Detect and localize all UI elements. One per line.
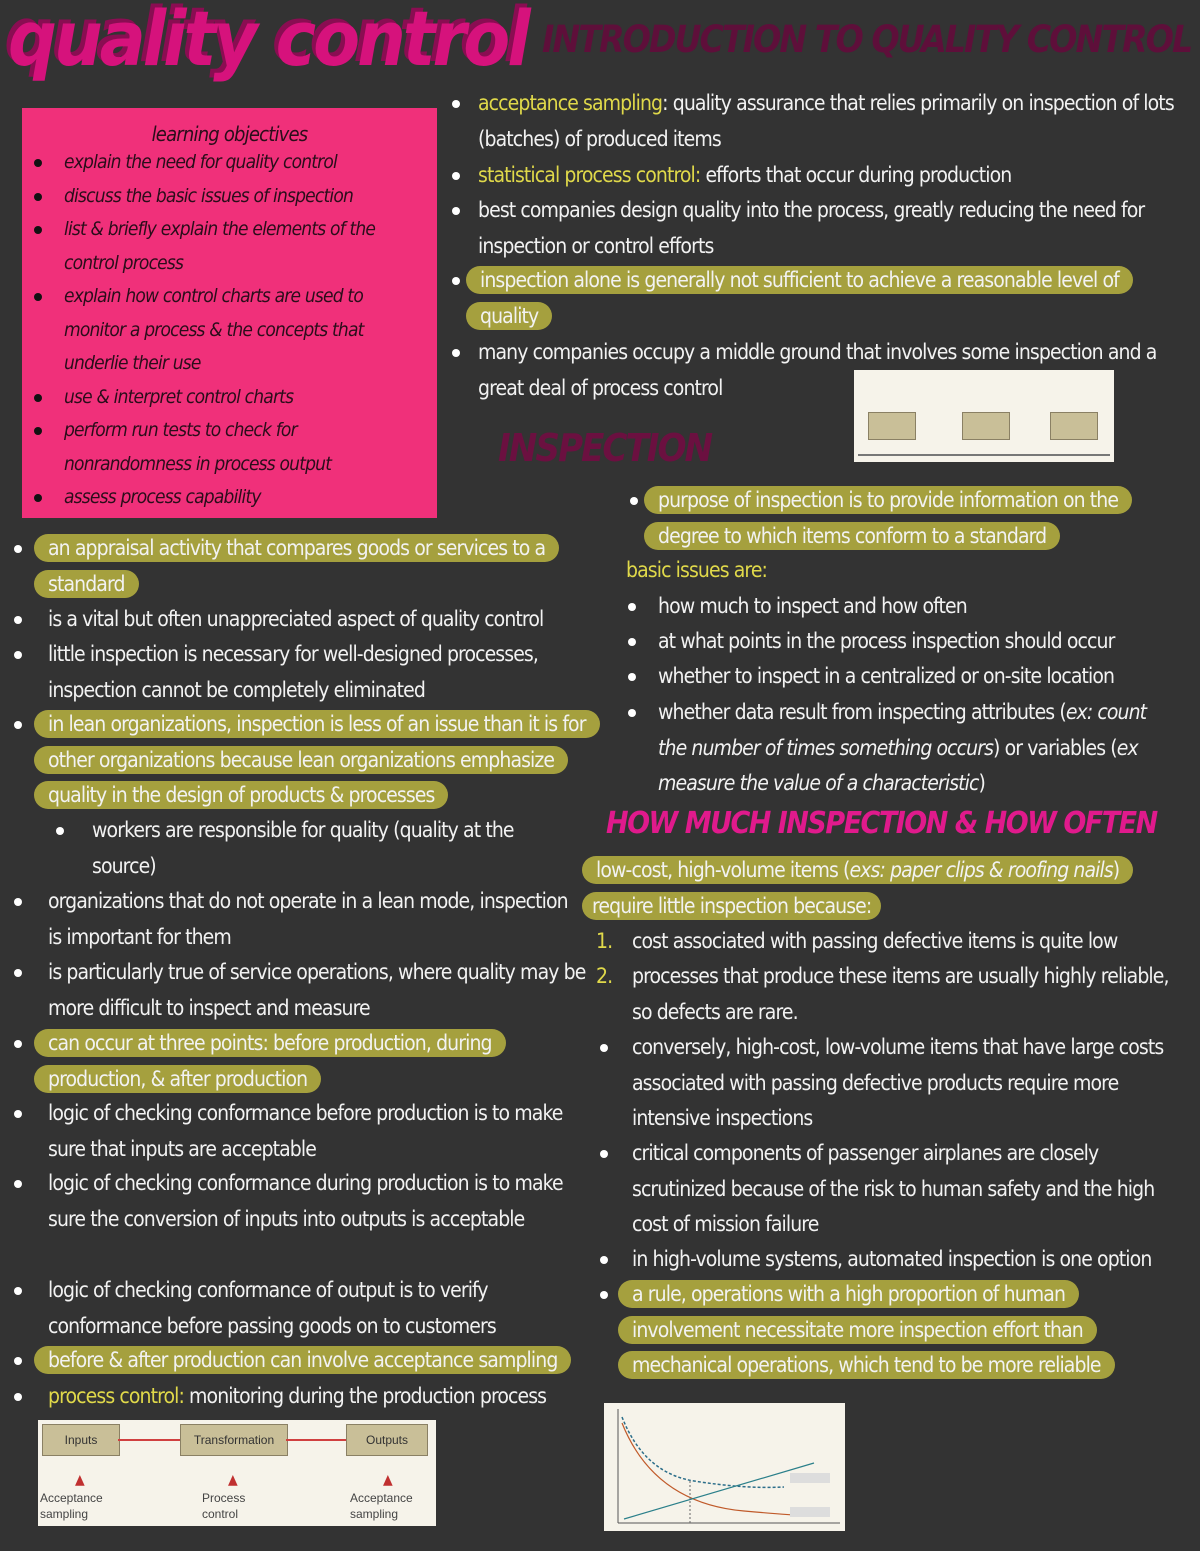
bullet-text: logic of checking conformance during production is to make sure the conversion of inputs into outputs is acceptable [48,1171,563,1231]
bullet-text: is a vital but often unappreciated aspect of quality control [48,607,544,631]
intro-spc [478,158,1178,194]
rule-item [618,1277,1148,1384]
term: process control: [48,1384,184,1408]
automated-item [632,1242,1192,1278]
bullet-text: many companies occupy a middle ground that involves some inspection and a great deal of process control [478,340,1157,400]
bullet-text: in high-volume systems, automated inspection is one option [632,1247,1152,1271]
issue-item [658,659,1178,695]
highlighted-text: a rule, operations with a high proportion of human involvement necessitate more inspection effort than mechanical operations, which tend to be more reliable [618,1280,1115,1379]
basic-issues-label: basic issues are: [626,558,768,582]
highlighted-text: inspection alone is generally not sufficient to achieve a reasonable level of quality [466,266,1133,330]
cost-curve-figure [604,1403,845,1531]
objective-item: assess process capability [22,481,437,515]
example-text: ex: count the number of times something occurs [658,700,1147,760]
how-much-heading: HOW MUCH INSPECTION & HOW OFTEN [606,806,1157,841]
outputs-box: Outputs [346,1424,428,1456]
text-part: ) or variables ( [993,735,1117,760]
left-workers [92,813,552,884]
highlighted-text: can occur at three points: before production, during production, & after production [34,1029,506,1093]
inspection-heading: INSPECTION [498,426,712,470]
text-part: ) [978,771,985,795]
learning-objectives-box [22,108,437,518]
objective-item: use & interpret control charts [22,381,437,415]
issue-item [658,624,1178,660]
bullet-text: logic of checking conformance before production is to make sure that inputs are acceptable [48,1101,563,1161]
critical-item [632,1136,1182,1243]
highlighted-text: before & after production can involve acceptance sampling [34,1346,571,1374]
objective-item: explain the need for quality control [22,146,437,180]
learning-objectives-title: learning objectives [151,122,308,146]
intro-inspection-alone [466,263,1176,334]
left-during [48,1166,568,1237]
transformation-box: Transformation [180,1424,288,1456]
left-service [48,955,593,1026]
text-part: whether data result from inspecting attributes ( [658,700,1066,724]
definition: monitoring during the production process [183,1384,547,1408]
learning-objectives-list [22,146,437,515]
left-process-control [48,1379,608,1415]
intro-acceptance-sampling [478,86,1178,157]
text-part: ) [1112,858,1120,882]
bullet-text: little inspection is necessary for well-designed processes, inspection cannot be completely eliminated [48,642,538,702]
bullet-text: at what points in the process inspection should occur [658,629,1115,653]
left-three-points [34,1026,554,1097]
issue-data-type [658,695,1178,802]
require-little-inspection [582,889,881,925]
left-output [48,1273,568,1344]
bullet-text: conversely, high-cost, low-volume items that have large costs associated with passing defective products require more intensive inspections [632,1035,1164,1130]
bullet-text: best companies design quality into the process, greatly reducing the need for inspection or control efforts [478,198,1145,258]
acceptance-sampling-label: Acceptance sampling [350,1491,413,1521]
term: acceptance sampling [478,91,663,115]
numbered-item [596,959,1177,1030]
left-little-inspection [48,637,588,708]
objective-item: perform run tests to check for nonrandomness in process output [22,414,374,481]
bullet-text: how much to inspect and how often [658,594,967,618]
bullet-text: cost associated with passing defective items is quite low [632,929,1118,953]
process-control-label: Process control [202,1491,246,1521]
objective-item: list & briefly explain the elements of the control process [22,213,394,280]
definition: efforts that occur during production [700,163,1012,187]
left-lean [34,707,609,814]
bullet-text: is particularly true of service operations, where quality may be more difficult to inspect and measure [48,960,586,1020]
item-number: 1. [596,929,613,953]
bullet-text: logic of checking conformance of output is to verify conformance before passing goods on to customers [48,1278,496,1338]
conversely-item [632,1030,1182,1137]
item-number: 2. [596,964,613,988]
issue-item [658,589,1178,625]
inputs-box: Inputs [42,1424,120,1456]
objective-item: discuss the basic issues of inspection [22,180,437,214]
intro-heading: INTRODUCTION TO QUALITY CONTROL [542,18,1192,61]
inspection-purpose [644,483,1174,554]
page-title: quality control [8,0,528,83]
numbered-item [596,924,1177,960]
definition: : quality assurance that relies primarily on inspection of lots (batches) of produced items [478,91,1174,151]
left-vital [48,602,593,638]
highlighted-text: require little inspection because: [582,892,881,920]
objective-item: explain how control charts are used to monitor a process & the concepts that underlie their use [22,280,404,381]
inspection-cost-graph [604,1403,845,1531]
example-text: exs: paper clips & roofing nails [849,858,1113,882]
text-part: low-cost, high-volume items ( [596,858,850,882]
left-appraisal [34,531,594,602]
example-text: ex measure the value of a characteristic [658,735,1138,795]
highlighted-text: an appraisal activity that compares goods or services to a standard [34,534,559,598]
intro-best-companies [478,193,1178,264]
acceptance-sampling-label: Acceptance sampling [40,1491,103,1521]
inspection-spectrum-figure [854,370,1114,462]
bullet-text: workers are responsible for quality (quality at the source) [92,818,514,878]
bullet-text: whether to inspect in a centralized or on-site location [658,664,1115,688]
bullet-text: processes that produce these items are usually highly reliable, so defects are rare. [632,964,1169,1024]
process-control-figure: Inputs Transformation Outputs ▲ ▲ ▲ Acceptance sampling Process control Acceptance sampling [38,1420,436,1526]
highlighted-text: purpose of inspection is to provide information on the degree to which items conform to a standard [644,486,1132,550]
low-cost-items [582,853,1182,889]
left-before-after [34,1343,614,1379]
left-non-lean [48,884,578,955]
term: statistical process control: [478,163,701,187]
left-before [48,1096,568,1167]
highlighted-text: in lean organizations, inspection is less of an issue than it is for other organizations because lean organizations emphasize quality in the design of products & processes [34,710,600,809]
bullet-text: organizations that do not operate in a lean mode, inspection is important for them [48,889,568,949]
bullet-text: critical components of passenger airplanes are closely scrutinized because of the risk to human safety and the high cost of mission failure [632,1141,1155,1236]
